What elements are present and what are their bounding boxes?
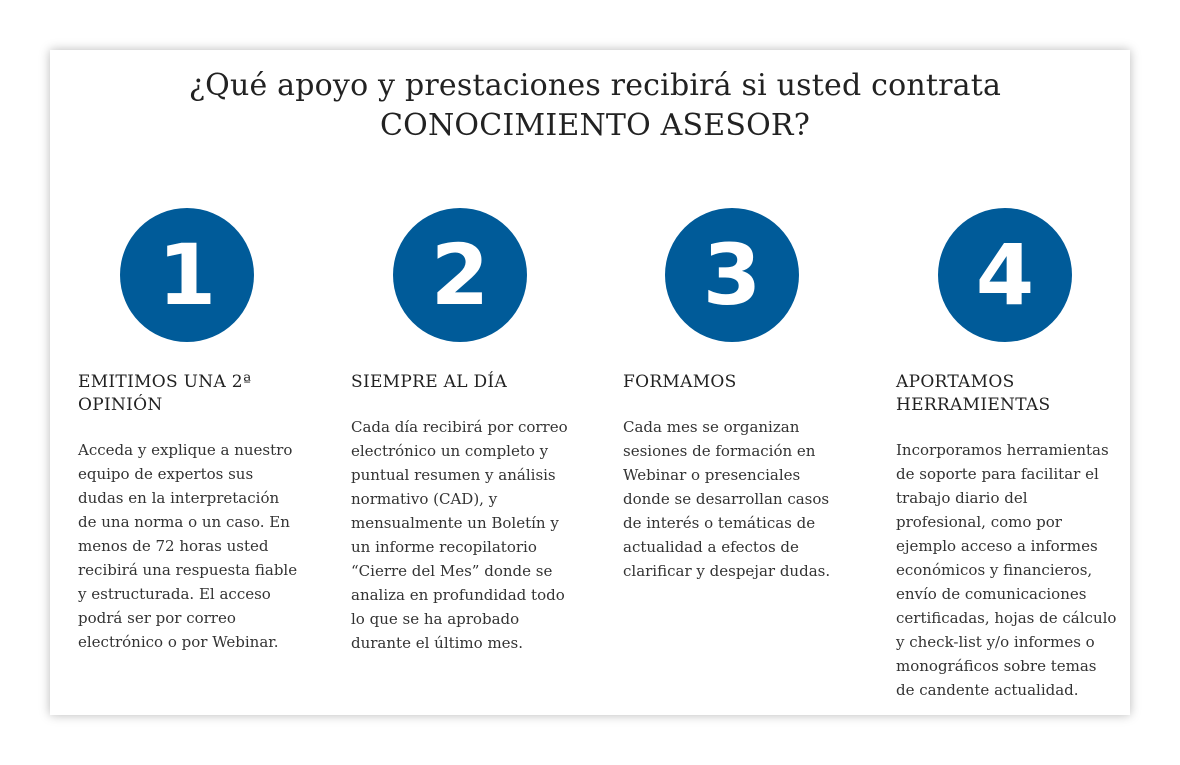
step-4-description: Incorporamos herramientas de soporte para facilitar el trabajo diario del profesional, como por ejemplo acceso a informes económicos y financieros, envío de comunicaciones certificadas, hojas de cálculo y check-list y/o informes o monográficos sobre temas de candente actualidad. <box>896 441 1117 699</box>
step-2-description: Cada día recibirá por correo electrónico un completo y puntual resumen y análisis normativo (CAD), y mensualmente un Boletín y un informe recopilatorio “Cierre del Mes” donde se analiza en profundidad todo lo que se ha aprobado durante el último mes. <box>351 418 568 652</box>
step-3-description: Cada mes se organizan sesiones de formación en Webinar o presenciales donde se desarrollan casos de interés o temáticas de actualidad a efectos de clarificar y despejar dudas. <box>623 418 831 580</box>
step-1-heading: EMITIMOS UNA 2ª OPINIÓN <box>78 372 252 415</box>
step-1-number-badge: 1 <box>120 208 254 342</box>
step-3-number-badge: 3 <box>665 208 799 342</box>
step-2-heading: SIEMPRE AL DÍA <box>351 372 508 392</box>
page-title <box>50 66 1140 146</box>
benefits-card <box>50 50 1130 715</box>
step-3-heading: FORMAMOS <box>623 372 737 392</box>
step-2-number-badge: 2 <box>393 208 527 342</box>
step-4-number-badge: 4 <box>938 208 1072 342</box>
page-title-line-1: ¿Qué apoyo y prestaciones recibirá si usted contrata <box>188 68 1002 103</box>
step-1-description: Acceda y explique a nuestro equipo de expertos sus dudas en la interpretación de una norma o un caso. En menos de 72 horas usted recibirá una respuesta fiable y estructurada. El acceso podrá ser por correo electrónico o por Webinar. <box>78 441 298 651</box>
page-title-line-2: CONOCIMIENTO ASESOR? <box>380 108 810 143</box>
step-4-heading: APORTAMOS HERRAMIENTAS <box>896 372 1051 415</box>
